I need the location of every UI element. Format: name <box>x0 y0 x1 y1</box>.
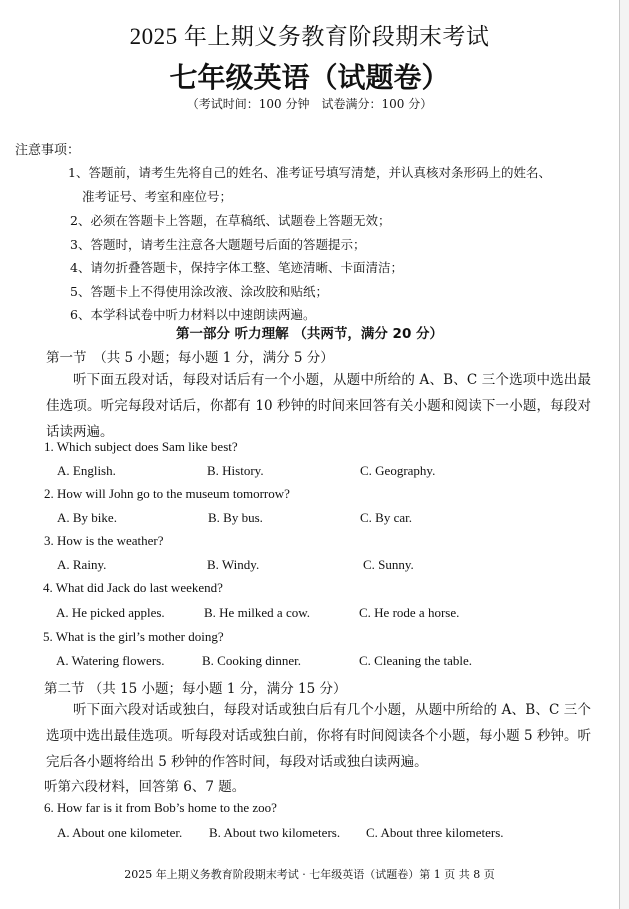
option-b: B. History. <box>207 463 264 478</box>
subject-title: 七年级英语（试题卷） <box>169 61 450 94</box>
notice-item: 3、答题时，请考生注意各大题题号后面的答题提示； <box>70 237 366 252</box>
question-5: 5. What is the girl’s mother doing? <box>43 629 224 644</box>
notice-item: 4、请勿折叠答题卡，保持字体工整、笔迹清晰、卡面清洁； <box>70 260 403 275</box>
notice-item: 5、答题卡上不得使用涂改液、涂改胶和贴纸； <box>70 284 328 299</box>
question-6: 6. How far is it from Bob’s home to the zoo? <box>44 800 277 815</box>
part1-heading: 第一部分 听力理解 （共两节，满分 20 分） <box>175 326 444 342</box>
option-b: B. About two kilometers. <box>209 825 341 840</box>
option-c: C. About three kilometers. <box>366 825 504 840</box>
option-a: A. Watering flowers. <box>56 653 165 668</box>
section1-heading: 第一节 （共 5 小题；每小题 1 分，满分 5 分） <box>46 350 334 366</box>
section2-instructions: 听下面六段对话或独白，每段对话或独白后有几个小题，从题中所给的 A、B、C 三个选项中选出最佳选项。听每段对话或独白前，你将有时间阅读各个小题，每小题 5 秒钟。听完后各小题将给出 5 秒钟的作答时间，每段对话或独白读两遍。 <box>46 702 591 770</box>
notice-item: 准考证号、考室和座位号； <box>82 189 233 204</box>
section2-heading: 第二节 （共 15 小题；每小题 1 分，满分 15 分） <box>44 681 347 697</box>
option-c: C. By car. <box>360 510 412 525</box>
option-a: A. He picked apples. <box>56 605 165 620</box>
option-c: C. Geography. <box>360 463 436 478</box>
option-c: C. Sunny. <box>363 557 414 572</box>
option-a: A. Rainy. <box>57 557 107 572</box>
option-a: A. English. <box>57 463 116 478</box>
option-a: A. By bike. <box>57 510 117 525</box>
question-3: 3. How is the weather? <box>44 533 164 548</box>
question-1: 1. Which subject does Sam like best? <box>44 439 238 454</box>
option-c: C. Cleaning the table. <box>359 653 473 668</box>
question-2: 2. How will John go to the museum tomorrow? <box>44 486 290 501</box>
option-b: B. He milked a cow. <box>204 605 311 620</box>
exam-title: 2025 年上期义务教育阶段期末考试 <box>129 24 490 49</box>
notice-heading: 注意事项： <box>15 143 81 158</box>
option-b: B. By bus. <box>208 510 263 525</box>
material-note: 听第六段材料，回答第 6、7 题。 <box>44 779 246 795</box>
option-b: B. Windy. <box>207 557 260 572</box>
option-a: A. About one kilometer. <box>57 825 183 840</box>
section1-instructions: 听下面五段对话，每段对话后有一个小题，从题中所给的 A、B、C 三个选项中选出最佳选项。听完每段对话后，你都有 10 秒钟的时间来回答有关小题和阅读下一小题，每段对话读两遍。 <box>46 372 591 440</box>
option-b: B. Cooking dinner. <box>202 653 301 668</box>
notice-item: 6、本学科试卷中听力材料以中速朗读两遍。 <box>70 307 316 322</box>
notice-item: 1、答题前，请考生先将自己的姓名、准考证号填写清楚，并认真核对条形码上的姓名、 <box>68 165 551 180</box>
question-4: 4. What did Jack do last weekend? <box>43 580 223 595</box>
option-c: C. He rode a horse. <box>359 605 460 620</box>
notice-item: 2、必须在答题卡上答题，在草稿纸、试题卷上答题无效； <box>70 213 391 228</box>
exam-info: （考试时间：100 分钟 试卷满分：100 分） <box>186 97 433 111</box>
page-footer: 2025 年上期义务教育阶段期末考试 · 七年级英语（试题卷）第 1 页 共 8 页 <box>124 868 495 881</box>
